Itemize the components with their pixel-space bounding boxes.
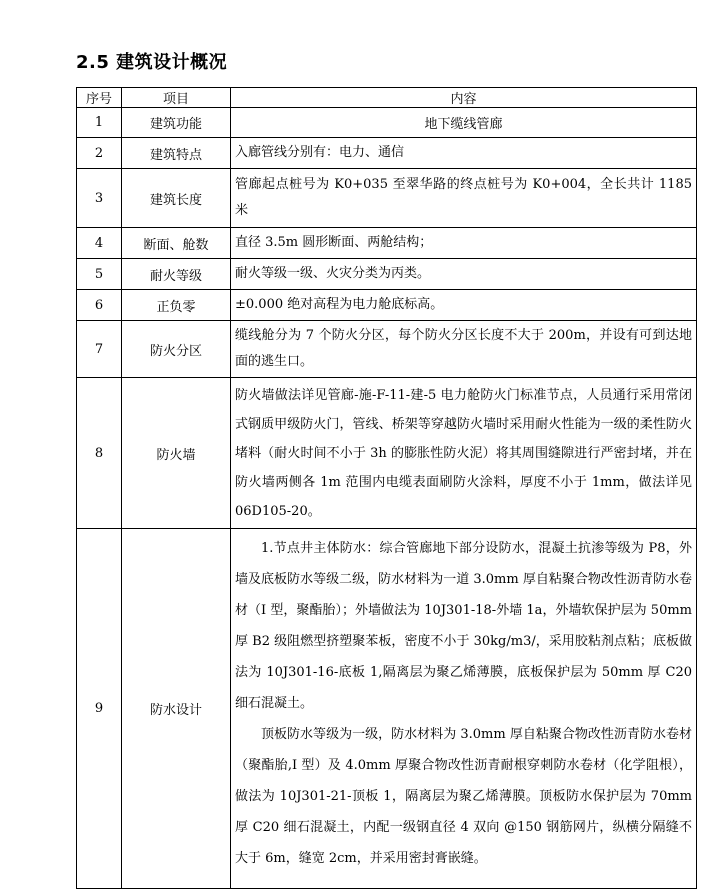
row-item: 防水设计	[122, 529, 231, 889]
row-item: 防火墙	[122, 378, 231, 529]
table-row	[77, 378, 697, 529]
header-item: 项目	[122, 88, 231, 108]
row-item: 建筑特点	[122, 138, 231, 169]
table-row	[77, 108, 697, 138]
row-content	[231, 529, 697, 889]
row-no: 6	[77, 290, 122, 321]
table-row	[77, 259, 697, 290]
header-content: 内容	[231, 88, 697, 108]
row-no: 2	[77, 138, 122, 169]
row-content: 管廊起点桩号为 K0+035 至翠华路的终点桩号为 K0+004，全长共计 1185 米	[231, 169, 697, 228]
row-no: 1	[77, 108, 122, 138]
row-content: 入廊管线分别有：电力、通信	[231, 138, 697, 169]
row-content: 耐火等级一级、火灾分类为丙类。	[231, 259, 697, 290]
row-no: 3	[77, 169, 122, 228]
row-no: 7	[77, 321, 122, 378]
row-item: 建筑功能	[122, 108, 231, 138]
row-content: 地下缆线管廊	[231, 108, 697, 138]
row-no: 5	[77, 259, 122, 290]
row-item: 耐火等级	[122, 259, 231, 290]
row-item: 正负零	[122, 290, 231, 321]
waterproof-paragraph-2: 顶板防水等级为一级，防水材料为 3.0mm 厚自粘聚合物改性沥青防水卷材（聚酯胎,I 型）及 4.0mm 厚聚合物改性沥青耐根穿刺防水卷材（化学阻根），做法为 10J301-21-顶板 1，隔离层为聚乙烯薄膜。顶板防水保护层为 70mm 厚 C20 细石混凝土，内配一级钢直径 4 双向 @150 钢筋网片，纵横分隔缝不大于 6m，缝宽 2cm，并采用密封膏嵌缝。	[235, 727, 692, 866]
section-heading: 2.5 建筑设计概况	[76, 52, 228, 73]
row-item: 断面、舱数	[122, 228, 231, 259]
row-item: 防火分区	[122, 321, 231, 378]
building-design-table	[76, 87, 697, 889]
waterproof-paragraph-1: 1.节点井主体防水：综合管廊地下部分设防水，混凝土抗渗等级为 P8，外墙及底板防水等级二级，防水材料为一道 3.0mm 厚自粘聚合物改性沥青防水卷材（I 型，聚酯胎）；外墙做法为 10J301-18-外墙 1a，外墙软保护层为 50mm 厚 B2 级阻燃型挤塑聚苯板，密度不小于 30kg/m3/，采用胶粘剂点粘；底板做法为 10J301-16-底板 1,隔离层为聚乙烯薄膜，底板保护层为 50mm 厚 C20 细石混凝土。	[235, 541, 692, 711]
table-row	[77, 321, 697, 378]
row-content: 防火墙做法详见管廊-施-F-11-建-5 电力舱防火门标准节点，人员通行采用常闭式钢质甲级防火门，管线、桥架等穿越防火墙时采用耐火性能为一级的柔性防火堵料（耐火时间不小于 3h 的膨胀性防火泥）将其周围缝隙进行严密封堵，并在防火墙两侧各 1m 范围内电缆表面刷防火涂料，厚度不小于 1mm，做法详见 06D105-20。	[231, 378, 697, 529]
row-item: 建筑长度	[122, 169, 231, 228]
table-row	[77, 529, 697, 889]
table-header-row	[77, 88, 697, 108]
row-content: ±0.000 绝对高程为电力舱底标高。	[231, 290, 697, 321]
table-row	[77, 290, 697, 321]
row-no: 8	[77, 378, 122, 529]
header-no: 序号	[77, 88, 122, 108]
row-no: 9	[77, 529, 122, 889]
table-row	[77, 138, 697, 169]
row-no: 4	[77, 228, 122, 259]
row-content: 缆线舱分为 7 个防火分区，每个防火分区长度不大于 200m，并设有可到达地面的逃生口。	[231, 321, 697, 378]
table-row	[77, 169, 697, 228]
row-content: 直径 3.5m 圆形断面、两舱结构；	[231, 228, 697, 259]
table-row	[77, 228, 697, 259]
